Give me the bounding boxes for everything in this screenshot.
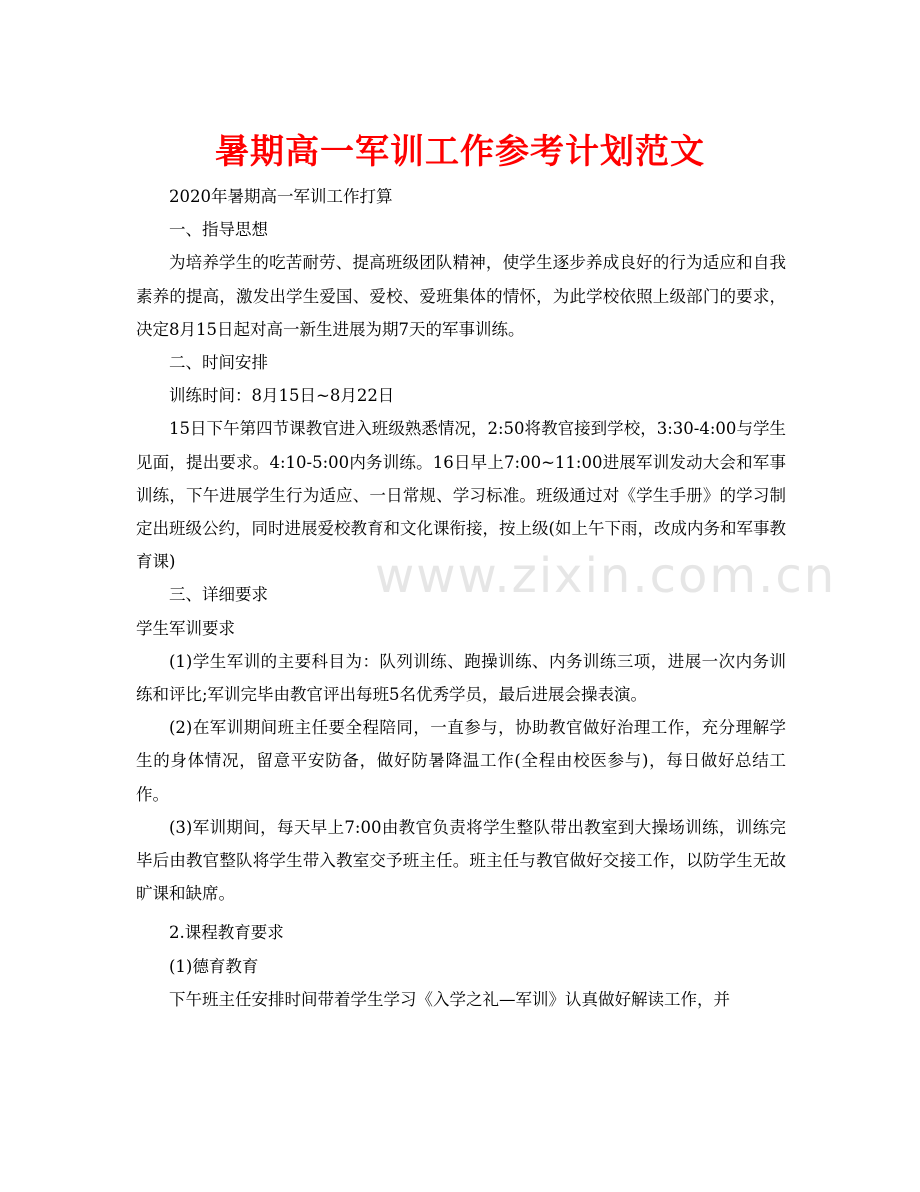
watermark: www.zixin.com.cn: [375, 548, 837, 604]
paragraph-subtitle: 2020年暑期高一军训工作打算: [169, 187, 393, 206]
document-title: 暑期高一军训工作参考计划范文: [215, 132, 705, 172]
document-body: [136, 180, 786, 1016]
paragraph-schedule-detail: 15日下午第四节课教官进入班级熟悉情况，2:50将教官接到学校，3:30-4:00与学生见面，提出要求。4:10-5:00内务训练。16日早上7:00~11:00进展军训发动大会和军事训练，下午进展学生行为适应、一日常规、学习标准。班级通过对《学生手册》的学习制定出班级公约，同时进展爱校教育和文化课衔接，按上级(如上午下雨，改成内务和军事教育课): [136, 419, 786, 572]
heading-schedule: 二、时间安排: [169, 353, 268, 373]
paragraph-moral-education: 下午班主任安排时间带着学生学习《入学之礼—军训》认真做好解读工作，并: [169, 989, 730, 1009]
heading-moral-education: (1)德育教育: [169, 956, 259, 976]
paragraph-student-requirements: 学生军训要求: [136, 618, 235, 638]
heading-guiding-thought: 一、指导思想: [169, 220, 268, 240]
paragraph-item-2: (2)在军训期间班主任要全程陪同，一直参与，协助教官做好治理工作，充分理解学生的身体情况，留意平安防备，做好防暑降温工作(全程由校医参与)，每日做好总结工作。: [136, 718, 786, 804]
paragraph-item-3: (3)军训期间，每天早上7:00由教官负责将学生整队带出教室到大操场训练，训练完毕后由教官整队将学生带入教室交予班主任。班主任与教官做好交接工作，以防学生无故旷课和缺席。: [136, 817, 786, 904]
heading-requirements: 三、详细要求: [169, 585, 268, 605]
paragraph-item-1: (1)学生军训的主要科目为：队列训练、跑操训练、内务训练三项，进展一次内务训练和评比;军训完毕由教官评出每班5名优秀学员，最后进展会操表演。: [136, 651, 786, 705]
paragraph-training-time: 训练时间：8月15日~8月22日: [169, 386, 395, 406]
paragraph-guiding-thought: 为培养学生的吃苦耐劳、提高班级团队精神，使学生逐步养成良好的行为适应和自我素养的提高，激发出学生爱国、爱校、爱班集体的情怀，为此学校依照上级部门的要求，决定8月15日起对高一新生进展为期7天的军事训练。: [136, 253, 786, 339]
heading-course-education: 2.课程教育要求: [169, 923, 284, 943]
